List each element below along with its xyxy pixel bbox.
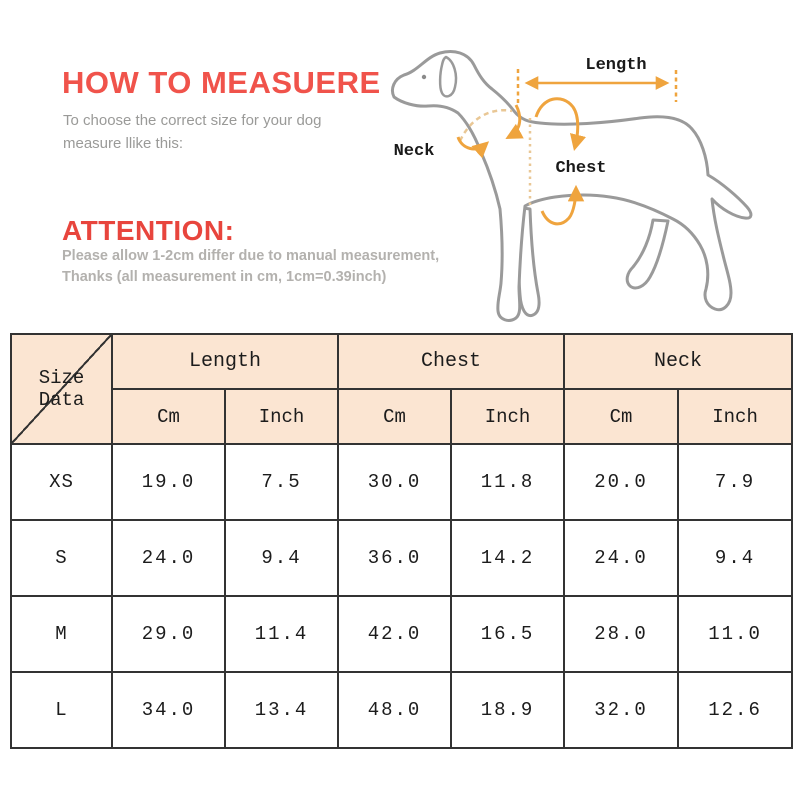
table-cell: 34.0 xyxy=(112,672,225,748)
unit-header-chest-inch: Inch xyxy=(451,389,564,444)
table-cell: 18.9 xyxy=(451,672,564,748)
dog-measurement-diagram xyxy=(370,25,790,325)
table-cell: 13.4 xyxy=(225,672,338,748)
neck-label: Neck xyxy=(393,142,435,161)
table-cell: 9.4 xyxy=(225,520,338,596)
size-chart-table xyxy=(10,333,793,749)
table-row-s xyxy=(11,520,792,596)
size-label: S xyxy=(11,520,112,596)
table-cell: 24.0 xyxy=(564,520,678,596)
table-cell: 29.0 xyxy=(112,596,225,672)
unit-header-neck-inch: Inch xyxy=(678,389,792,444)
table-cell: 7.5 xyxy=(225,444,338,520)
table-cell: 28.0 xyxy=(564,596,678,672)
attention-text-line1: Please allow 1-2cm differ due to manual measurement, xyxy=(62,247,440,264)
length-label: Length xyxy=(585,56,647,75)
unit-header-length-inch: Inch xyxy=(225,389,338,444)
table-cell: 32.0 xyxy=(564,672,678,748)
group-header-length: Length xyxy=(112,334,338,389)
table-row-l xyxy=(11,672,792,748)
attention-text-line2: Thanks (all measurement in cm, 1cm=0.39inch) xyxy=(62,268,387,285)
group-header-chest: Chest xyxy=(338,334,564,389)
table-cell: 11.0 xyxy=(678,596,792,672)
table-cell: 7.9 xyxy=(678,444,792,520)
table-cell: 9.4 xyxy=(678,520,792,596)
table-cell: 42.0 xyxy=(338,596,451,672)
intro-text-line1: To choose the correct size for your dog xyxy=(63,112,322,129)
table-cell: 14.2 xyxy=(451,520,564,596)
size-label: XS xyxy=(11,444,112,520)
table-unit-header-row xyxy=(11,389,792,444)
unit-header-length-cm: Cm xyxy=(112,389,225,444)
size-data-corner-cell: Size Data xyxy=(11,334,112,444)
table-row-xs xyxy=(11,444,792,520)
table-cell: 24.0 xyxy=(112,520,225,596)
table-cell: 12.6 xyxy=(678,672,792,748)
attention-heading: ATTENTION: xyxy=(62,215,235,247)
table-cell: 11.8 xyxy=(451,444,564,520)
intro-text xyxy=(63,109,321,155)
table-cell: 11.4 xyxy=(225,596,338,672)
table-cell: 16.5 xyxy=(451,596,564,672)
table-row-m xyxy=(11,596,792,672)
unit-header-neck-cm: Cm xyxy=(564,389,678,444)
table-cell: 48.0 xyxy=(338,672,451,748)
page-title: HOW TO MEASUERE xyxy=(62,64,381,100)
table-group-header-row xyxy=(11,334,792,389)
group-header-neck: Neck xyxy=(564,334,792,389)
intro-text-line2: measure llike this: xyxy=(63,135,184,152)
table-cell: 19.0 xyxy=(112,444,225,520)
unit-header-chest-cm: Cm xyxy=(338,389,451,444)
table-cell: 36.0 xyxy=(338,520,451,596)
dog-far-hind-leg xyxy=(627,220,668,288)
table-cell: 20.0 xyxy=(564,444,678,520)
table-cell: 30.0 xyxy=(338,444,451,520)
size-label: M xyxy=(11,596,112,672)
size-label: L xyxy=(11,672,112,748)
dog-eye xyxy=(422,75,426,79)
chest-label: Chest xyxy=(555,159,607,178)
